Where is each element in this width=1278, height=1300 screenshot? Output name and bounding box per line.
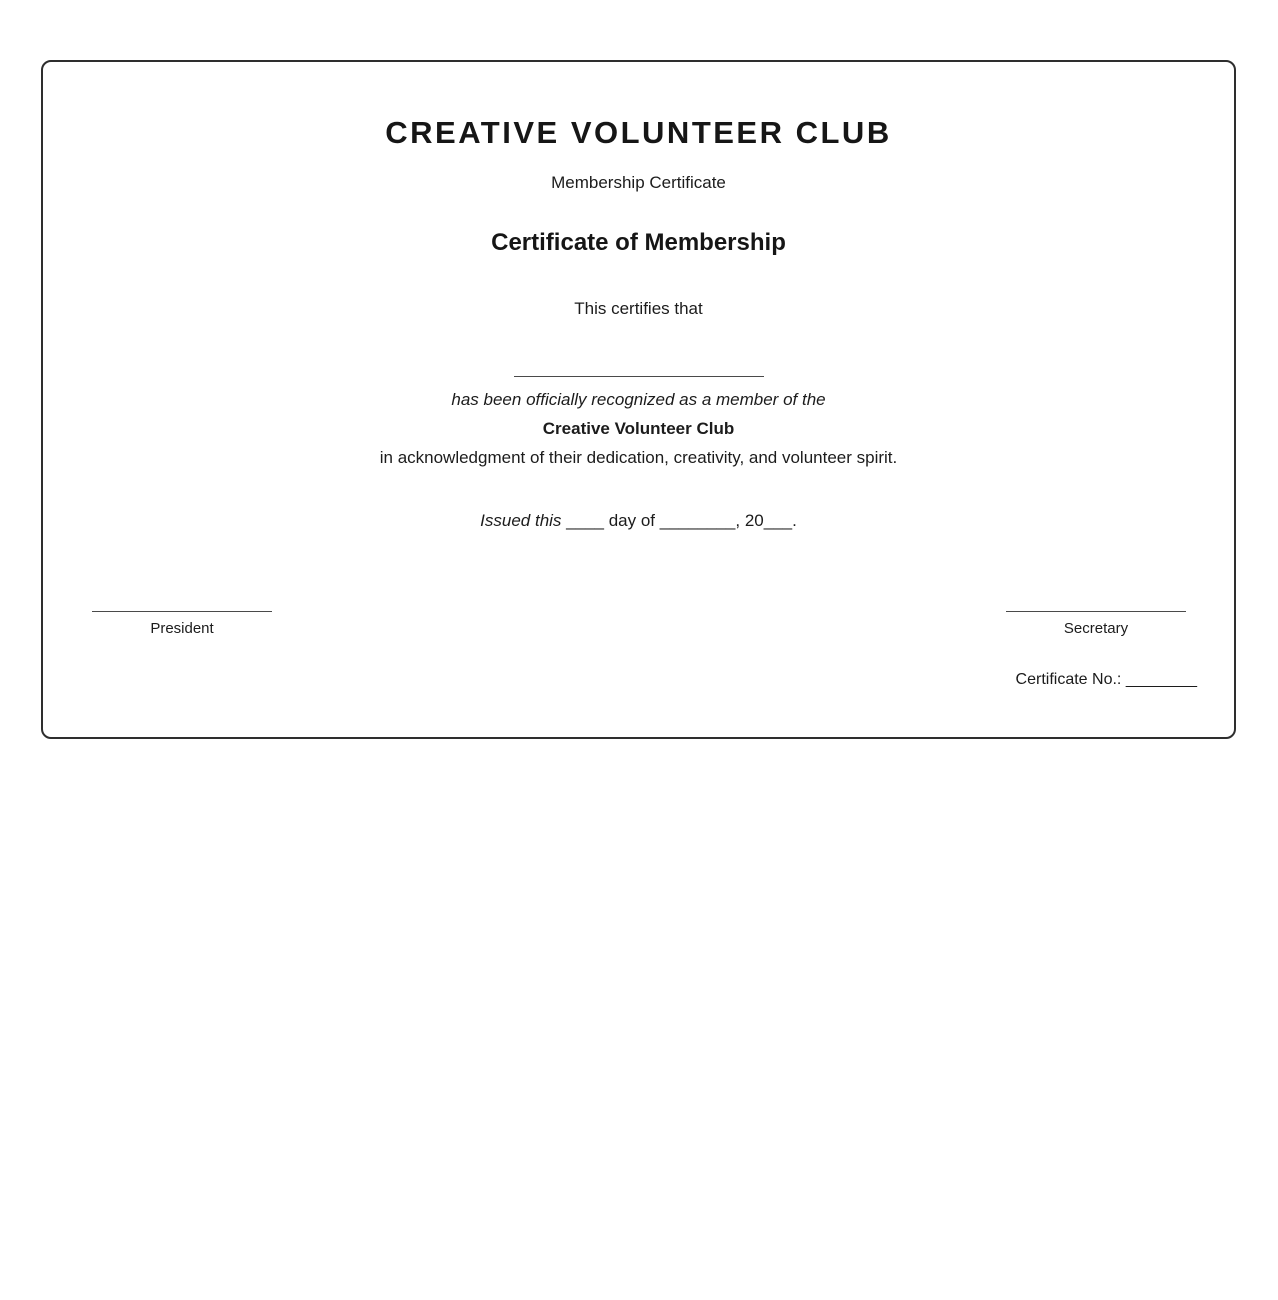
certificate-number-row [43, 669, 1234, 691]
certificate-number-blank: ________ [1125, 671, 1197, 688]
issued-date-line [43, 509, 1234, 533]
organization-title: CREATIVE VOLUNTEER CLUB [385, 115, 892, 150]
issued-prefix: Issued this [480, 511, 562, 530]
certificate-subtitle: Membership Certificate [551, 173, 726, 192]
recognized-line: has been officially recognized as a member of the [451, 390, 826, 409]
certificate-number-label: Certificate No.: [1015, 671, 1122, 688]
secretary-signature-block [1006, 611, 1186, 640]
recognition-text-block [43, 385, 1234, 472]
club-name-line: Creative Volunteer Club [542, 419, 735, 438]
certifies-line: This certifies that [574, 299, 703, 318]
president-label: President [150, 620, 214, 637]
member-name-blank-line [514, 376, 764, 377]
certificate-heading: Certificate of Membership [491, 229, 786, 256]
secretary-label: Secretary [1063, 620, 1129, 637]
president-signature-block [92, 611, 272, 640]
signature-row [43, 611, 1234, 640]
certificate-document [41, 60, 1236, 739]
issued-blanks: ____ day of ________, 20___. [566, 511, 797, 530]
acknowledgment-line: in acknowledgment of their dedication, creativity, and volunteer spirit. [379, 448, 898, 467]
